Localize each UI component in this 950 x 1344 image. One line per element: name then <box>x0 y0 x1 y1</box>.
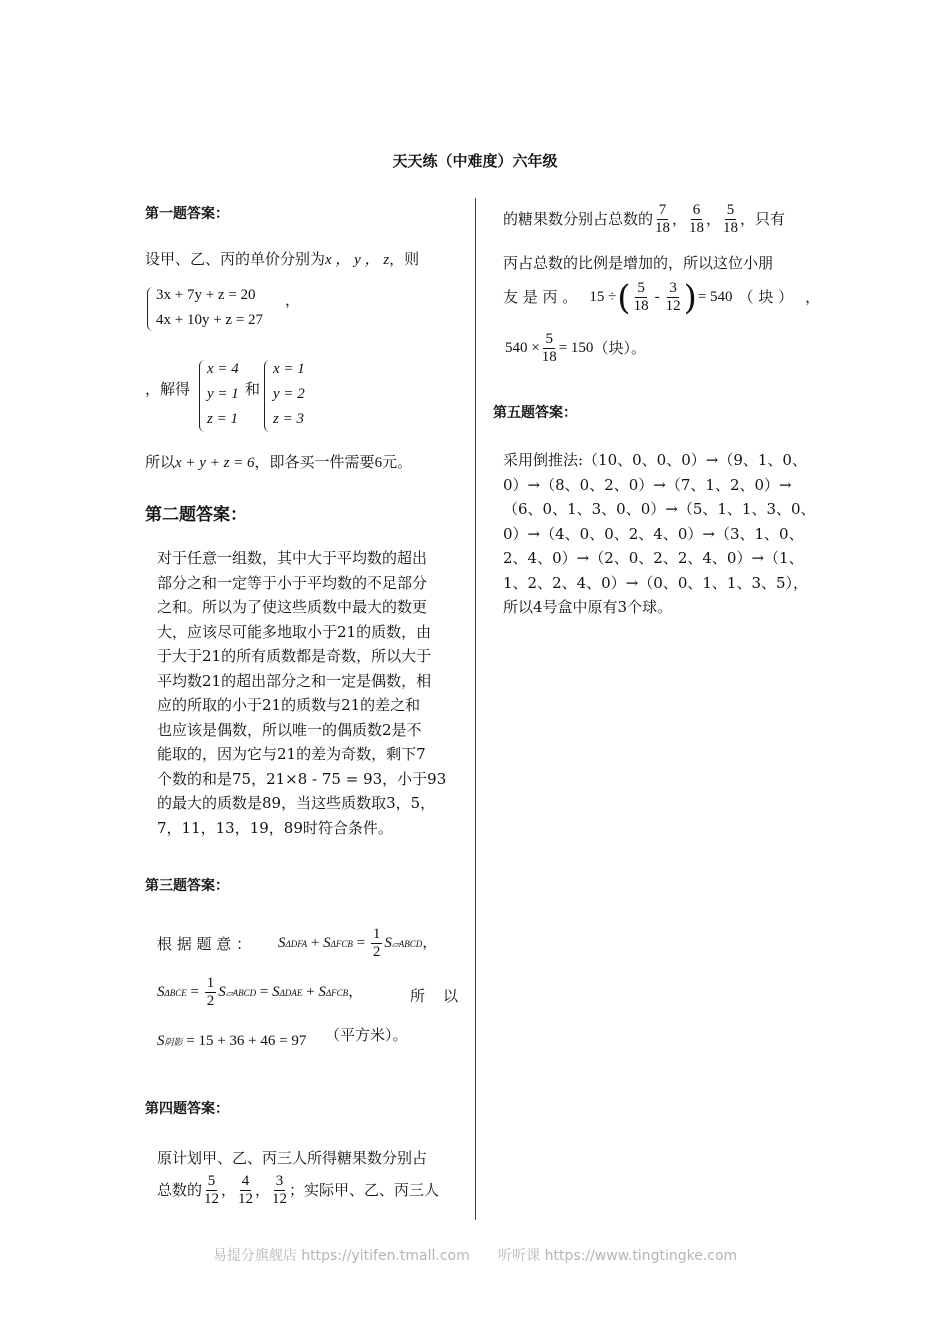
q2-line: 应的所取的小于21的质数与21的差之和 <box>157 696 421 714</box>
q4-plan-fraction-1 <box>204 1173 219 1208</box>
q3-s: S <box>157 983 165 1000</box>
q1-concl-eq: x + y + z = 6 <box>175 455 255 471</box>
q4-op: - <box>654 289 660 306</box>
q1-intro-vars: x ， y ， z <box>325 252 390 268</box>
q1-concl-a: 所以 <box>145 453 176 471</box>
q4-heading: 第四题答案： <box>145 1101 229 1117</box>
fraction-numerator: 3 <box>669 280 677 296</box>
q4-text: 友 是 丙 。 <box>503 288 578 307</box>
fraction-denominator: 18 <box>689 220 705 236</box>
q1-concl-c: 元。 <box>382 453 413 471</box>
q2-line: 7，11，13，19，89时符合条件。 <box>157 818 393 837</box>
page-title: 天天练（中难度）六年级 <box>392 152 558 170</box>
q1-sol2-y: y = 2 <box>273 386 305 402</box>
q4-calc-fraction-2 <box>666 280 681 315</box>
q3-sub: ▱ABCD <box>225 987 257 998</box>
fraction-numerator: 5 <box>637 280 645 296</box>
fraction-numerator: 6 <box>692 202 701 218</box>
q3-sub: ΔBCE <box>164 987 187 998</box>
fraction-denominator: 18 <box>633 298 649 314</box>
q3-op: + <box>310 934 320 951</box>
q1-intro <box>145 247 419 273</box>
fraction-numerator: 1 <box>372 926 381 942</box>
q1-eq2: 4x + 10y + z = 27 <box>156 312 264 328</box>
fraction-denominator: 12 <box>272 1191 288 1207</box>
q4-real-fraction-1 <box>655 202 670 237</box>
q3-s: S <box>323 934 331 951</box>
fraction-numerator: 5 <box>726 202 735 218</box>
q2-body <box>157 546 467 840</box>
q5-heading: 第五题答案： <box>493 405 577 421</box>
q3-sub: ▱ABCD <box>391 938 423 949</box>
q3-op: = <box>356 934 366 951</box>
fraction-denominator: 12 <box>665 298 681 314</box>
q1-concl-num: 6 <box>374 455 383 471</box>
q2-line: 于大于21的所有质数都是奇数，所以大于 <box>157 647 432 665</box>
q4-real-fraction-3 <box>723 202 738 237</box>
q4-cont-line <box>503 202 785 237</box>
q5-line: 1、2、2、4、0）→（0、0、1、1、3、5）， <box>503 573 809 592</box>
q3-sub: 阴影 <box>164 1037 183 1047</box>
q3-sub: ΔDAE <box>279 987 303 998</box>
fraction-denominator: 18 <box>655 220 671 236</box>
q3-s: S <box>384 934 392 951</box>
q2-line: 能取的，因为它与21的差为奇数，剩下7 <box>157 745 426 763</box>
footer-link-yitifen[interactable]: 易提分旗舰店 https://yitifen.tmall.com <box>212 1248 470 1264</box>
fraction-denominator: 12 <box>238 1191 254 1207</box>
q4-real-fraction-2 <box>689 202 704 237</box>
q2-line: 平均数21的超出部分之和一定是偶数，相 <box>157 671 432 690</box>
q4-calc-expr: 15 ÷ <box>589 289 617 306</box>
fraction-numerator: 7 <box>658 202 667 218</box>
q4-sep: ， <box>255 1181 271 1200</box>
q5-line: 2、4、0）→（2、0、2、2、4、0）→（1、 <box>503 549 804 567</box>
q1-concl-b: ，即各买一件需要 <box>254 453 375 471</box>
q4-text: ；实际甲、乙、丙三人 <box>289 1181 440 1200</box>
q4-calc-expr: = 150 <box>558 340 594 357</box>
q1-sol1-x: x = 4 <box>207 361 239 377</box>
q3-eq1 <box>278 926 437 961</box>
q3-half-fraction <box>205 975 217 1010</box>
q4-calc-expr: = 540 <box>697 289 733 306</box>
q1-sol1-y: y = 1 <box>207 386 239 402</box>
q3-sum: = 15 + 36 + 46 = 97 <box>186 1033 307 1049</box>
q5-line: 采用倒推法:（10、0、0、0）→（9、1、0、 <box>503 451 807 469</box>
q4-plan-fraction-2 <box>238 1173 253 1208</box>
q1-comma: ， <box>285 291 301 309</box>
fraction-denominator: 2 <box>206 993 215 1009</box>
q2-line: 部分之和一定等于小于平均数的不足部分 <box>157 573 428 592</box>
q3-s: S <box>272 983 280 1000</box>
q3-s: S <box>278 934 286 951</box>
q3-heading: 第三题答案： <box>145 878 229 894</box>
q4-text: 的糖果数分别占总数的 <box>503 210 654 229</box>
q4-unit: （块）。 <box>593 339 646 358</box>
q4-text: ， <box>805 288 821 307</box>
column-divider <box>475 198 476 1220</box>
q3-lead: 根 据 题 意 ： <box>157 935 252 953</box>
q1-intro-end: ，则 <box>389 250 420 268</box>
footer <box>0 1245 950 1265</box>
q4-right-paren-icon: ) <box>683 277 697 318</box>
q3-op: = <box>259 983 269 1000</box>
q1-and: 和 <box>245 380 261 398</box>
q5-line: 所以4号盒中原有3个球。 <box>503 598 673 616</box>
fraction-denominator: 2 <box>372 944 381 960</box>
q4-calc-fraction-1 <box>634 280 649 315</box>
q2-line: 对于任意一组数，其中大于平均数的超出 <box>157 549 428 567</box>
q3-op: + <box>306 983 315 1000</box>
q4-plan-fraction-3 <box>272 1173 287 1208</box>
q5-body <box>503 448 833 620</box>
q3-sub: ΔFCB <box>330 938 353 949</box>
q3-eq2 <box>157 975 363 1010</box>
q4-text: 总数的 <box>157 1181 203 1200</box>
q1-solve-text: ，解得 <box>145 380 191 398</box>
q1-conclusion <box>145 450 412 476</box>
q2-line: 之和。所以为了使这些质数中最大的数更 <box>157 598 428 616</box>
q1-sol1-brace <box>199 360 206 432</box>
q2-line: 也应该是偶数，所以唯一的偶质数2是不 <box>157 720 422 739</box>
q4-sep: ， <box>221 1181 237 1200</box>
q3-s: S <box>157 1033 165 1049</box>
q1-sol1-z: z = 1 <box>207 411 238 427</box>
q1-eq1: 3x + 7y + z = 20 <box>156 287 256 303</box>
q4-sep: ， <box>672 210 688 229</box>
q3-comma: ， <box>422 934 438 951</box>
q4-calc-expr: 540 × <box>505 340 540 357</box>
fraction-denominator: 18 <box>723 220 739 236</box>
q5-line: 0）→（8、0、2、0）→（7、1、2、0）→ <box>503 475 792 494</box>
q5-line: （6、0、1、3、0、0）→（5、1、1、3、0、 <box>503 500 816 518</box>
q3-op: = <box>190 983 199 1000</box>
q3-eq3 <box>157 1033 306 1050</box>
q3-sub: ΔDFA <box>285 938 308 949</box>
fraction-numerator: 3 <box>275 1173 284 1189</box>
q4-calc1 <box>503 277 821 318</box>
q1-sol2-brace <box>264 360 271 432</box>
q1-sol2-z: z = 3 <box>273 411 304 427</box>
q1-sol2-x: x = 1 <box>273 361 305 377</box>
q4-line4: 丙占总数的比例是增加的，所以这位小朋 <box>503 254 774 272</box>
q2-line: 个数的和是75，21×8 - 75 = 93，小于93 <box>157 769 447 788</box>
q4-calc-fraction-3 <box>542 331 557 366</box>
q4-sep: ， <box>706 210 722 229</box>
q4-unit: （ 块 ） <box>738 288 794 307</box>
q3-half-fraction <box>371 926 383 961</box>
q2-line: 大，应该尽可能多地取小于21的质数，由 <box>157 622 432 641</box>
fraction-numerator: 5 <box>207 1173 216 1189</box>
q5-line: 0）→（4、0、0、2、4、0）→（3、1、0、 <box>503 524 804 543</box>
q2-line: 的最大的质数是89，当这些质数取3，5， <box>157 794 436 812</box>
q1-system-brace <box>147 287 154 331</box>
q3-comma: ， <box>348 983 364 1000</box>
q1-intro-text: 设甲、乙、丙的单价分别为 <box>145 250 326 268</box>
q4-line2 <box>157 1173 439 1208</box>
q1-heading: 第一题答案： <box>145 206 229 222</box>
q3-sub: ΔFCB <box>325 987 349 998</box>
q3-s: S <box>218 983 226 1000</box>
fraction-denominator: 12 <box>204 1191 220 1207</box>
q3-s: S <box>318 983 326 1000</box>
q3-suo: 所 <box>410 987 426 1005</box>
footer-link-tingtingke[interactable]: 听听课 https://www.tingtingke.com <box>498 1248 738 1264</box>
fraction-denominator: 18 <box>541 349 557 365</box>
q4-line1: 原计划甲、乙、丙三人所得糖果数分别占 <box>157 1149 428 1167</box>
fraction-numerator: 1 <box>206 975 215 991</box>
q3-unit: （平方米）。 <box>325 1026 408 1044</box>
fraction-numerator: 5 <box>545 331 553 347</box>
q4-calc2 <box>505 331 646 366</box>
q3-yi: 以 <box>443 987 459 1005</box>
q4-left-paren-icon: ( <box>617 277 631 318</box>
q4-text: ，只有 <box>740 210 786 229</box>
q2-heading: 第二题答案： <box>145 505 247 525</box>
fraction-numerator: 4 <box>241 1173 250 1189</box>
